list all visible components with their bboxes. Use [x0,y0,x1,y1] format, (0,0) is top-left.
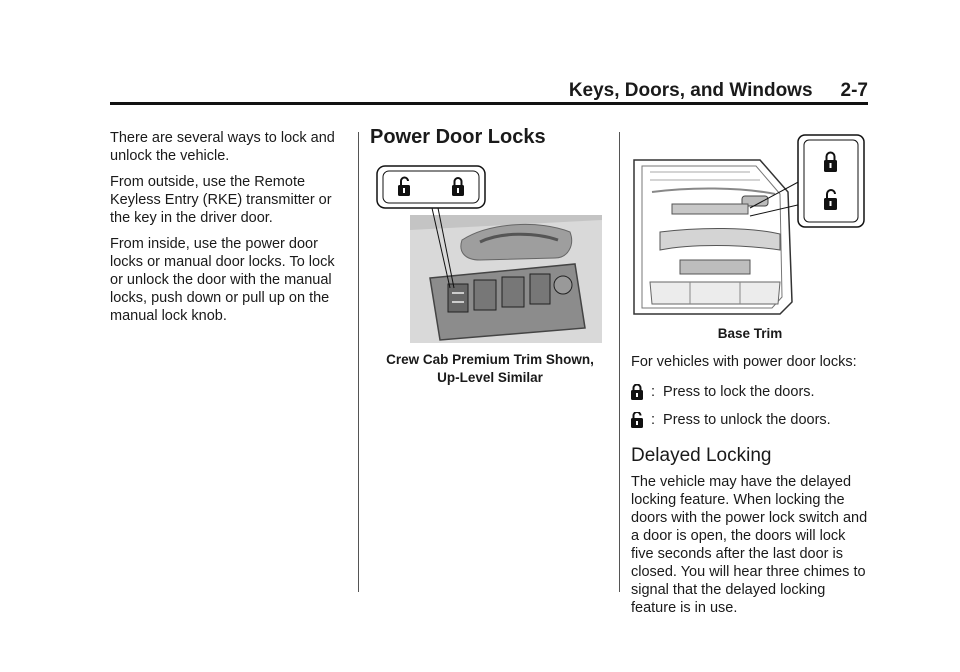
page-number: 2-7 [840,80,868,101]
paragraph: There are several ways to lock and unlock the vehicle. [110,130,335,164]
paragraph: From inside, use the power door locks or manual door locks. To lock or unlock the door with the manual locks, push down or pull up on the manual lock knob. [110,236,335,324]
base-trim-door-illustration [630,132,868,322]
middle-column [370,128,610,146]
figure-caption [370,351,610,387]
paragraph: From outside, use the Remote Keyless Entry (RKE) transmitter or the key in the driver door. [110,174,332,226]
caption-line: Crew Cab Premium Trim Shown, [386,352,594,367]
crew-cab-door-illustration [370,160,610,350]
figure-caption: Base Trim [717,326,783,341]
header-rule [110,102,868,105]
intro-text: For vehicles with power door locks: [631,354,857,370]
unlock-text: Press to unlock the doors. [663,412,831,428]
section-title: Keys, Doors, and Windows [568,80,813,101]
column-divider-right [619,132,620,592]
column-divider-left [358,132,359,592]
separator: : [651,412,656,428]
paragraph: The vehicle may have the delayed locking feature. When locking the doors with the power lock switch and a door is open, the doors will lock five seconds after the last door is closed. You will hear three chimes to signal that the delayed locking feature is in use. [631,474,868,616]
left-column [110,129,346,333]
subsection-heading: Delayed Locking [631,445,772,466]
page-header [110,80,868,102]
caption-line: Up-Level Similar [437,370,543,385]
lock-closed-icon [631,384,643,400]
section-heading: Power Door Locks [370,126,546,148]
lock-item [631,383,869,401]
separator: : [651,384,656,400]
lock-open-icon [631,412,643,428]
lock-text: Press to lock the doors. [663,384,815,400]
right-column [631,325,869,625]
unlock-item [631,411,869,429]
